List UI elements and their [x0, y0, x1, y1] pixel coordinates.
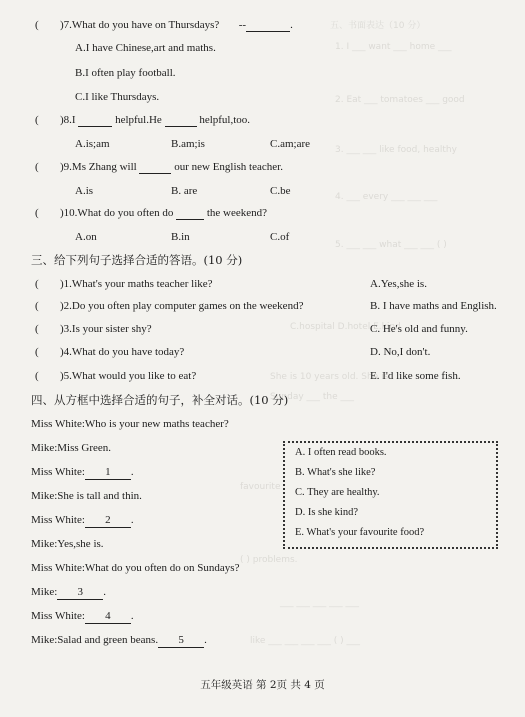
show-through-text: Sunday ___ the ___ [270, 392, 355, 402]
question-7: )7.What do you have on Thursdays? -- . [60, 19, 293, 31]
page-footer: 五年级英语 第 2页 共 4 页 [200, 679, 325, 691]
matching-question: )4.What do you have today? [60, 346, 185, 358]
answer-blank-5: 5 [158, 633, 204, 648]
matching-answer: A.Yes,she is. [370, 278, 427, 290]
box-option-c: C. They are healthy. [295, 487, 380, 498]
answer-blank-3: 3 [57, 585, 103, 600]
answer-blank [78, 115, 112, 127]
dialogue-line: Mike: 3 . [31, 586, 107, 598]
box-option-b: B. What's she like? [295, 467, 376, 478]
option-b: B.I often play football. [75, 67, 176, 79]
dialogue-line: Mike:Salad and green beans. 5 . [31, 634, 207, 646]
matching-answer: E. I'd like some fish. [370, 370, 461, 382]
matching-question: )2.Do you often play computer games on the weekend? [60, 300, 304, 312]
show-through-text: favourite [240, 482, 281, 492]
answer-paren: ( [35, 161, 39, 173]
question-7-dash: -- [238, 19, 247, 31]
answer-blank-2: 2 [85, 513, 131, 528]
show-through-text: 五、书面表达（10 分） [330, 21, 426, 31]
show-through-text: ___ ___ ___ ___ ___ [280, 598, 359, 608]
show-through-text: 5. ___ ___ what ___ ___ ( ) [335, 240, 447, 250]
show-through-text: 3. ___ ___ like food, healthy [335, 145, 457, 155]
question-7-text: )7.What do you have on Thursdays? [60, 19, 220, 31]
answer-paren: ( [35, 114, 39, 126]
matching-question: )1.What's your maths teacher like? [60, 278, 213, 290]
dialogue-line: Mike:Miss Green. [31, 442, 112, 454]
show-through-text: 1. I ___ want ___ home ___ [335, 42, 452, 52]
matching-answer: B. I have maths and English. [370, 300, 497, 312]
question-8-text: helpful,too. [199, 114, 251, 126]
answer-paren: ( [35, 323, 39, 335]
option-b: B.in [171, 231, 190, 243]
option-c: C.be [270, 185, 291, 197]
answer-paren: ( [35, 207, 39, 219]
dialogue-speaker: Mike:Salad and green beans. [31, 634, 159, 646]
dialogue-line: Miss White:Who is your new maths teacher? [31, 418, 229, 430]
show-through-text: ( ) problems. [240, 555, 298, 565]
matching-answer: C. He's old and funny. [370, 323, 468, 335]
option-a: A.is;am [75, 138, 110, 150]
answer-paren: ( [35, 370, 39, 382]
answer-blank [165, 115, 197, 127]
show-through-text: like ___ ___ ___ ___ ( ) ___ [250, 636, 360, 646]
box-option-e: E. What's your favourite food? [295, 527, 425, 538]
dialogue-line: Mike:Yes,she is. [31, 538, 104, 550]
option-a: A.on [75, 231, 97, 243]
option-c: C.am;are [270, 138, 311, 150]
dialogue-speaker: Mike: [31, 586, 58, 598]
matching-question: )3.Is your sister shy? [60, 323, 152, 335]
answer-paren: ( [35, 19, 39, 31]
box-option-d: D. Is she kind? [295, 507, 358, 518]
question-10-text: the weekend? [206, 207, 268, 219]
show-through-text: She is 10 years old. She is [270, 372, 389, 382]
answer-blank-4: 4 [85, 609, 131, 624]
box-option-a: A. I often read books. [295, 447, 387, 458]
option-a: A.is [75, 185, 94, 197]
dialogue-speaker: Miss White: [31, 466, 85, 478]
dialogue-line: Miss White: 1 . [31, 466, 134, 478]
answer-blank-1: 1 [85, 465, 131, 480]
dialogue-speaker: Miss White: [31, 610, 85, 622]
question-8 [60, 113, 250, 127]
answer-blank [176, 208, 204, 220]
question-8-text: helpful.He [115, 114, 162, 126]
dialogue-line: Miss White: 4 . [31, 610, 134, 622]
section-4-title: 四、从方框中选择合适的句子，补全对话。(10 分) [31, 393, 289, 407]
dialogue-speaker: Miss White: [31, 514, 85, 526]
section-3-title: 三、给下列句子选择合适的答语。(10 分) [31, 253, 243, 267]
question-9-text: our new English teacher. [174, 161, 283, 173]
answer-blank [139, 162, 171, 174]
answer-blank [246, 20, 290, 32]
question-10-text: )10.What do you often do [60, 207, 174, 219]
matching-answer: D. No,I don't. [370, 346, 431, 358]
question-9 [60, 160, 283, 174]
option-c: C.I like Thursdays. [75, 91, 160, 103]
option-c: C.of [270, 231, 290, 243]
show-through-text: C.hospital D.hotel E.kind [290, 322, 401, 332]
answer-paren: ( [35, 300, 39, 312]
question-9-text: )9.Ms Zhang will [60, 161, 137, 173]
options-box [283, 441, 498, 549]
question-10 [60, 206, 267, 220]
dialogue-line: Miss White: 2 . [31, 514, 134, 526]
answer-paren: ( [35, 278, 39, 290]
dialogue-line: Mike:She is tall and thin. [31, 490, 142, 502]
show-through-text: 2. Eat ___ tomatoes ___ good [335, 95, 465, 105]
matching-question: )5.What would you like to eat? [60, 370, 197, 382]
option-a: A.I have Chinese,art and maths. [75, 42, 216, 54]
answer-paren: ( [35, 346, 39, 358]
option-b: B.am;is [171, 138, 205, 150]
show-through-text: 4. ___ every ___ ___ ___ [335, 192, 438, 202]
question-8-text: )8.I [60, 114, 76, 126]
option-b: B. are [171, 185, 198, 197]
dialogue-line: Miss White:What do you often do on Sundays? [31, 562, 240, 574]
